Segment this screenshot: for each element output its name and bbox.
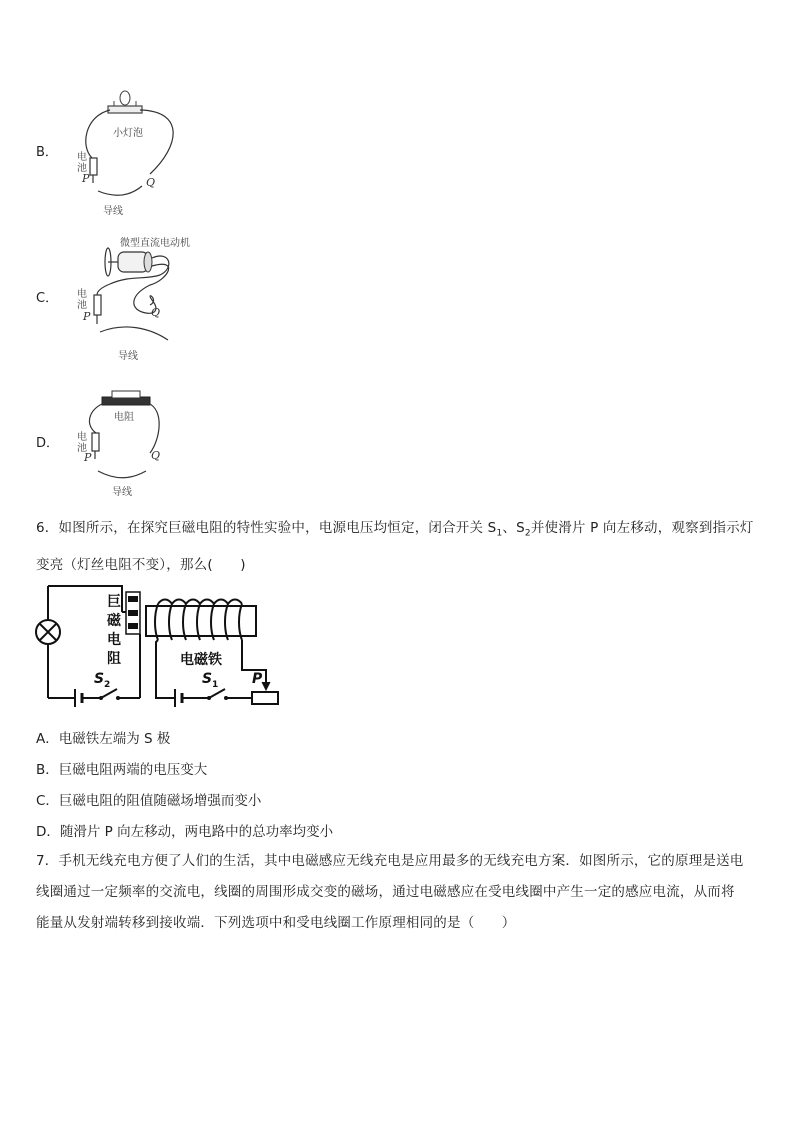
q-label: Q: [151, 449, 161, 462]
gmr-label-char: 阻: [107, 651, 121, 667]
question-6-circuit-figure: [30, 582, 290, 712]
lamp-holder: [108, 106, 142, 113]
s1-label: S: [202, 671, 213, 687]
p-label: P: [82, 172, 90, 185]
loose-wire: [100, 327, 168, 340]
question-7-line-3: 能量从发射端转移到接收端．下列选项中和受电线圈工作原理相同的是（ ）: [36, 915, 516, 931]
loose-wire: [98, 186, 142, 195]
svg-text:1: 1: [212, 680, 219, 690]
option-d-letter[interactable]: D．: [36, 436, 60, 451]
question-6-line-2: 变亮（灯丝电阻不变），那么( ): [36, 556, 246, 573]
option-b-letter[interactable]: B．: [36, 145, 58, 160]
svg-text:2: 2: [104, 680, 111, 690]
option-c-figure: [70, 240, 240, 360]
option-b-figure: [70, 86, 190, 216]
battery: [90, 158, 97, 175]
question-6-option-a[interactable]: A．电磁铁左端为 S 极: [36, 731, 171, 747]
p-label: P: [84, 451, 92, 464]
device-label: 微型直流电动机: [120, 238, 190, 249]
gmr-label-char: 巨: [107, 594, 121, 610]
p-label: P: [83, 310, 91, 323]
question-6-line-1: 6．如图所示，在探究巨磁电阻的特性实验中，电源电压均恒定，闭合开关 $S_1$、$S_2$并使滑片 P 向左移动，观察到指示灯: [36, 520, 754, 539]
battery-label: 电池: [77, 432, 87, 454]
switch-s1: [209, 689, 225, 698]
question-7-line-1: 7．手机无线充电方便了人们的生活，其中电磁感应无线充电是应用最多的无线充电方案．如图所示，它的原理是送电: [36, 853, 744, 869]
option-c-letter[interactable]: C．: [36, 291, 59, 306]
q-label: Q: [146, 176, 156, 189]
q-label: Q: [151, 306, 161, 319]
s2-label: S: [94, 671, 105, 687]
slider-arrow-icon: [262, 682, 270, 690]
switch-s2: [101, 689, 117, 698]
question-6-text: [36, 513, 766, 581]
question-6-option-d[interactable]: D．随滑片 P 向左移动，两电路中的总功率均变小: [36, 824, 334, 840]
question-6-option-c[interactable]: C．巨磁电阻的阻值随磁场增强而变小: [36, 793, 262, 809]
wire-label: 导线: [103, 206, 123, 217]
battery: [94, 295, 101, 315]
gmr-label-char: 磁: [107, 613, 121, 629]
wire-label: 导线: [112, 487, 132, 498]
battery: [92, 433, 99, 451]
rheostat: [252, 692, 278, 704]
gmr-label-char: 电: [107, 632, 121, 648]
loose-wire: [98, 471, 146, 478]
question-7-line-2: 线圈通过一定频率的交流电，线圈的周围形成交变的磁场，通过电磁感应在受电线圈中产生一定的感应电流，从而将: [36, 884, 735, 900]
battery-label: 电池: [77, 289, 87, 311]
question-7-text: [36, 846, 776, 939]
wire-label: 导线: [118, 351, 138, 362]
question-6-option-b[interactable]: B．巨磁电阻两端的电压变大: [36, 762, 208, 778]
electromagnet-label: 电磁铁: [180, 652, 222, 668]
bulb-icon: [120, 91, 130, 105]
p-label: P: [252, 671, 263, 687]
device-label: 小灯泡: [113, 128, 143, 139]
battery-label: 电池: [77, 152, 87, 174]
device-label: 电阻: [114, 412, 134, 423]
